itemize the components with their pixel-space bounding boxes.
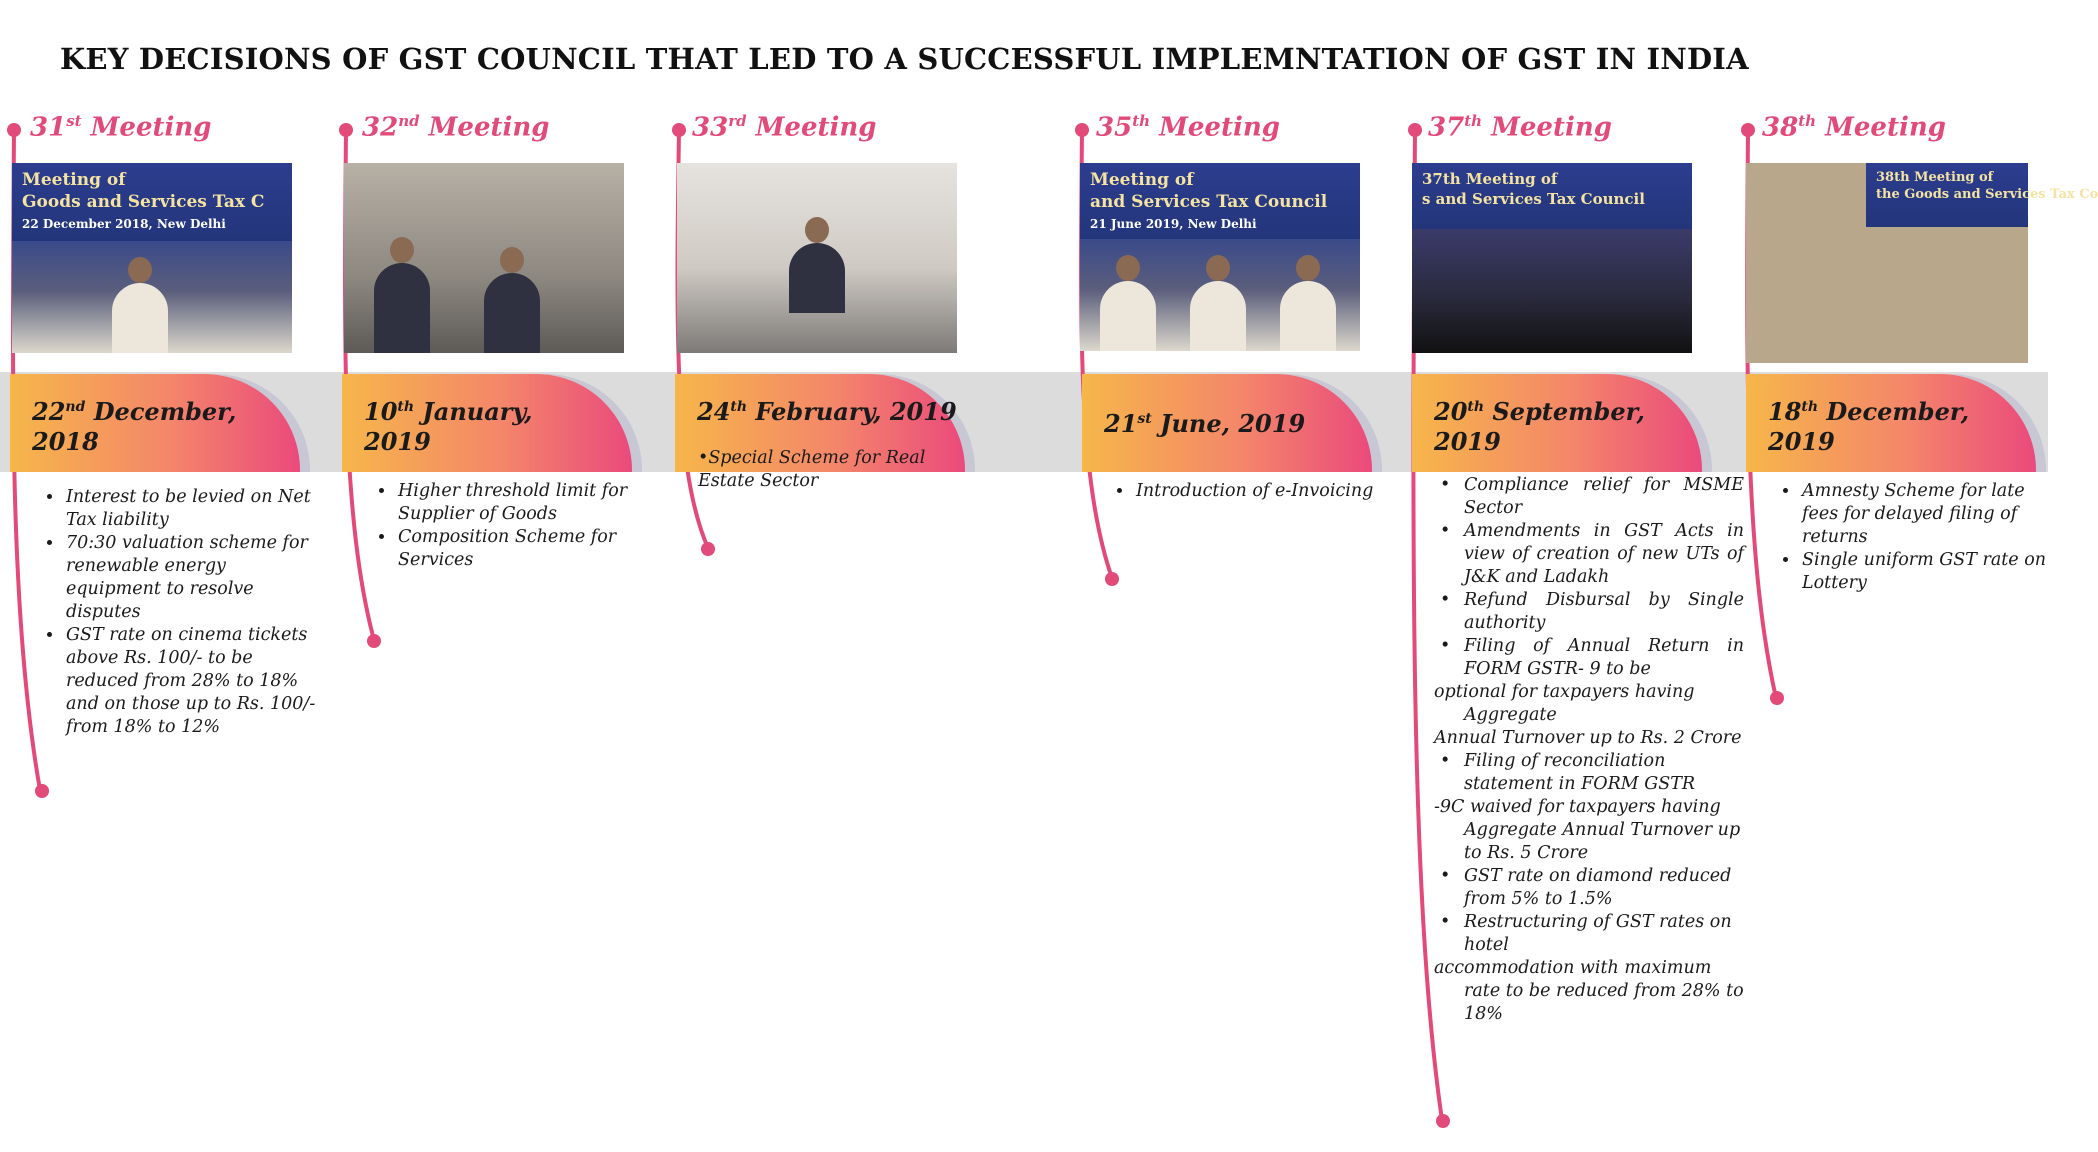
node-start-32 [339, 123, 353, 137]
date-card-35 [1082, 374, 1372, 472]
decision-item: • Introduction of e-Invoicing [1134, 480, 1394, 503]
meeting-photo-37 [1412, 163, 1692, 353]
decision-item-continued: accommodation with maximum [1434, 958, 1712, 978]
meeting-number: 37 [1428, 112, 1465, 143]
banner-text: 21 June 2019, New Delhi [1090, 217, 1257, 231]
meeting-photo-32 [344, 163, 624, 353]
decision-item: • Interest to be levied on Net Tax liability [64, 486, 318, 532]
node-start-37 [1408, 123, 1422, 137]
photo-scene [1412, 229, 1692, 353]
decision-item: • Refund Disbursal by Single authority [1434, 589, 1744, 635]
date-text: 18th December, 2019 [1768, 397, 1970, 456]
date-card-31 [10, 374, 300, 472]
node-start-38 [1741, 123, 1755, 137]
decision-item-continued: -9C waived for taxpayers having [1434, 797, 1721, 817]
photo-person [789, 243, 845, 313]
photo-banner [1866, 163, 2098, 227]
decision-list-32 [366, 480, 656, 572]
meeting-ordinal: th [1464, 112, 1483, 130]
node-end-33 [701, 542, 715, 556]
decision-item: • Amnesty Scheme for late fees for delayed filing of returns [1800, 480, 2050, 549]
meeting-heading-38 [1762, 112, 1946, 143]
meeting-label: Meeting [755, 112, 877, 143]
photo-person [1280, 281, 1336, 351]
node-end-38 [1770, 691, 1784, 705]
meeting-ordinal: st [66, 112, 82, 130]
decision-item-continued: Aggregate Annual Turnover up to Rs. 5 Crore [1464, 820, 1741, 863]
decision-list-38 [1770, 480, 2050, 595]
banner-text: 37th Meeting of [1422, 170, 1558, 188]
meeting-ordinal: th [1132, 112, 1151, 130]
date-text: 24th February, 2019 [697, 397, 957, 426]
node-start-33 [672, 123, 686, 137]
node-start-31 [7, 123, 21, 137]
meeting-label: Meeting [1491, 112, 1612, 143]
photo-person [112, 283, 168, 353]
meeting-photo-35 [1080, 163, 1360, 351]
banner-text: and Services Tax Council [1090, 192, 1328, 212]
decision-item: • Filing of reconciliation statement in FORM GSTR [1434, 750, 1744, 796]
meeting-number: 35 [1096, 112, 1133, 143]
decision-item-continued: Aggregate [1464, 705, 1557, 725]
date-text: 20th September, 2019 [1434, 397, 1645, 456]
banner-text: Meeting of [1090, 170, 1194, 190]
photo-person [1190, 281, 1246, 351]
decision-item: • Single uniform GST rate on Lottery [1800, 549, 2050, 595]
photo-person [374, 263, 430, 353]
photo-person [1100, 281, 1156, 351]
decision-item: • Composition Scheme for Services [396, 526, 656, 572]
banner-text: 38th Meeting of [1876, 170, 1994, 185]
decision-item: • Higher threshold limit for Supplier of Goods [396, 480, 656, 526]
decision-item: • Compliance relief for MSME Sector [1434, 474, 1744, 520]
meeting-ordinal: rd [728, 112, 747, 130]
meeting-heading-31 [30, 112, 211, 143]
meeting-number: 38 [1762, 112, 1799, 143]
timeline-band [0, 372, 2048, 472]
meeting-number: 33 [692, 112, 729, 143]
decision-list-33 [698, 447, 938, 493]
decision-list-35 [1104, 480, 1394, 503]
meeting-photo-38 [1746, 163, 2098, 363]
photo-scene [12, 241, 292, 353]
meeting-label: Meeting [1825, 112, 1946, 143]
photo-scene [1080, 239, 1360, 351]
photo-banner [1080, 163, 1360, 241]
meeting-label: Meeting [90, 112, 212, 143]
decision-item-continued: optional for taxpayers having [1434, 682, 1695, 702]
page-title: KEY DECISIONS OF GST COUNCIL THAT LED TO A SUCCESSFUL IMPLEMNTATION OF GST IN INDIA [60, 42, 1749, 76]
decision-list-37 [1434, 474, 1744, 1026]
photo-person [484, 273, 540, 353]
meeting-heading-32 [362, 112, 550, 143]
node-end-37 [1436, 1114, 1450, 1128]
decision-item: • Filing of Annual Return in FORM GSTR- 9 to be [1434, 635, 1744, 681]
node-end-31 [35, 784, 49, 798]
meeting-label: Meeting [428, 112, 550, 143]
meeting-heading-35 [1096, 112, 1280, 143]
banner-text: Meeting of [22, 170, 126, 190]
meeting-number: 31 [30, 112, 67, 143]
decision-item: • Restructuring of GST rates on hotel [1434, 911, 1744, 957]
decision-list-31 [34, 486, 318, 739]
banner-text: 22 December 2018, New Delhi [22, 217, 226, 231]
date-card-32 [342, 374, 632, 472]
decision-item: • 70:30 valuation scheme for renewable energy equipment to resolve disputes [64, 532, 318, 624]
banner-text: s and Services Tax Council [1422, 190, 1645, 208]
date-text: 10th January, 2019 [364, 397, 533, 456]
date-card-37 [1412, 374, 1702, 472]
meeting-number: 32 [362, 112, 399, 143]
meeting-heading-37 [1428, 112, 1612, 143]
meeting-photo-31 [12, 163, 292, 353]
decision-item: • GST rate on cinema tickets above Rs. 100/- to be reduced from 28% to 18% and on those up to Rs. 100/- from 18% to 12% [64, 624, 318, 739]
meeting-label: Meeting [1159, 112, 1280, 143]
photo-banner [1412, 163, 1692, 229]
decision-item-continued: rate to be reduced from 28% to 18% [1464, 981, 1744, 1024]
banner-text: Goods and Services Tax C [22, 192, 265, 212]
photo-banner [12, 163, 292, 241]
meeting-heading-33 [692, 112, 877, 143]
meeting-ordinal: nd [398, 112, 420, 130]
meeting-photo-33 [677, 163, 957, 353]
photo-scene [677, 163, 957, 353]
node-start-35 [1075, 123, 1089, 137]
decision-item-continued: Annual Turnover up to Rs. 2 Crore [1434, 728, 1742, 748]
date-card-38 [1746, 374, 2036, 472]
banner-text: the Goods and Services Tax Co [1876, 187, 2098, 202]
date-text: 21st June, 2019 [1104, 409, 1306, 438]
meeting-ordinal: th [1798, 112, 1817, 130]
date-text: 22nd December, 2018 [32, 397, 237, 456]
photo-scene [344, 163, 624, 353]
decision-item: •Special Scheme for Real Estate Sector [698, 448, 926, 491]
node-end-32 [367, 634, 381, 648]
decision-item: • Amendments in GST Acts in view of creation of new UTs of J&K and Ladakh [1434, 520, 1744, 589]
decision-item: • GST rate on diamond reduced from 5% to 1.5% [1434, 865, 1744, 911]
node-end-35 [1105, 572, 1119, 586]
